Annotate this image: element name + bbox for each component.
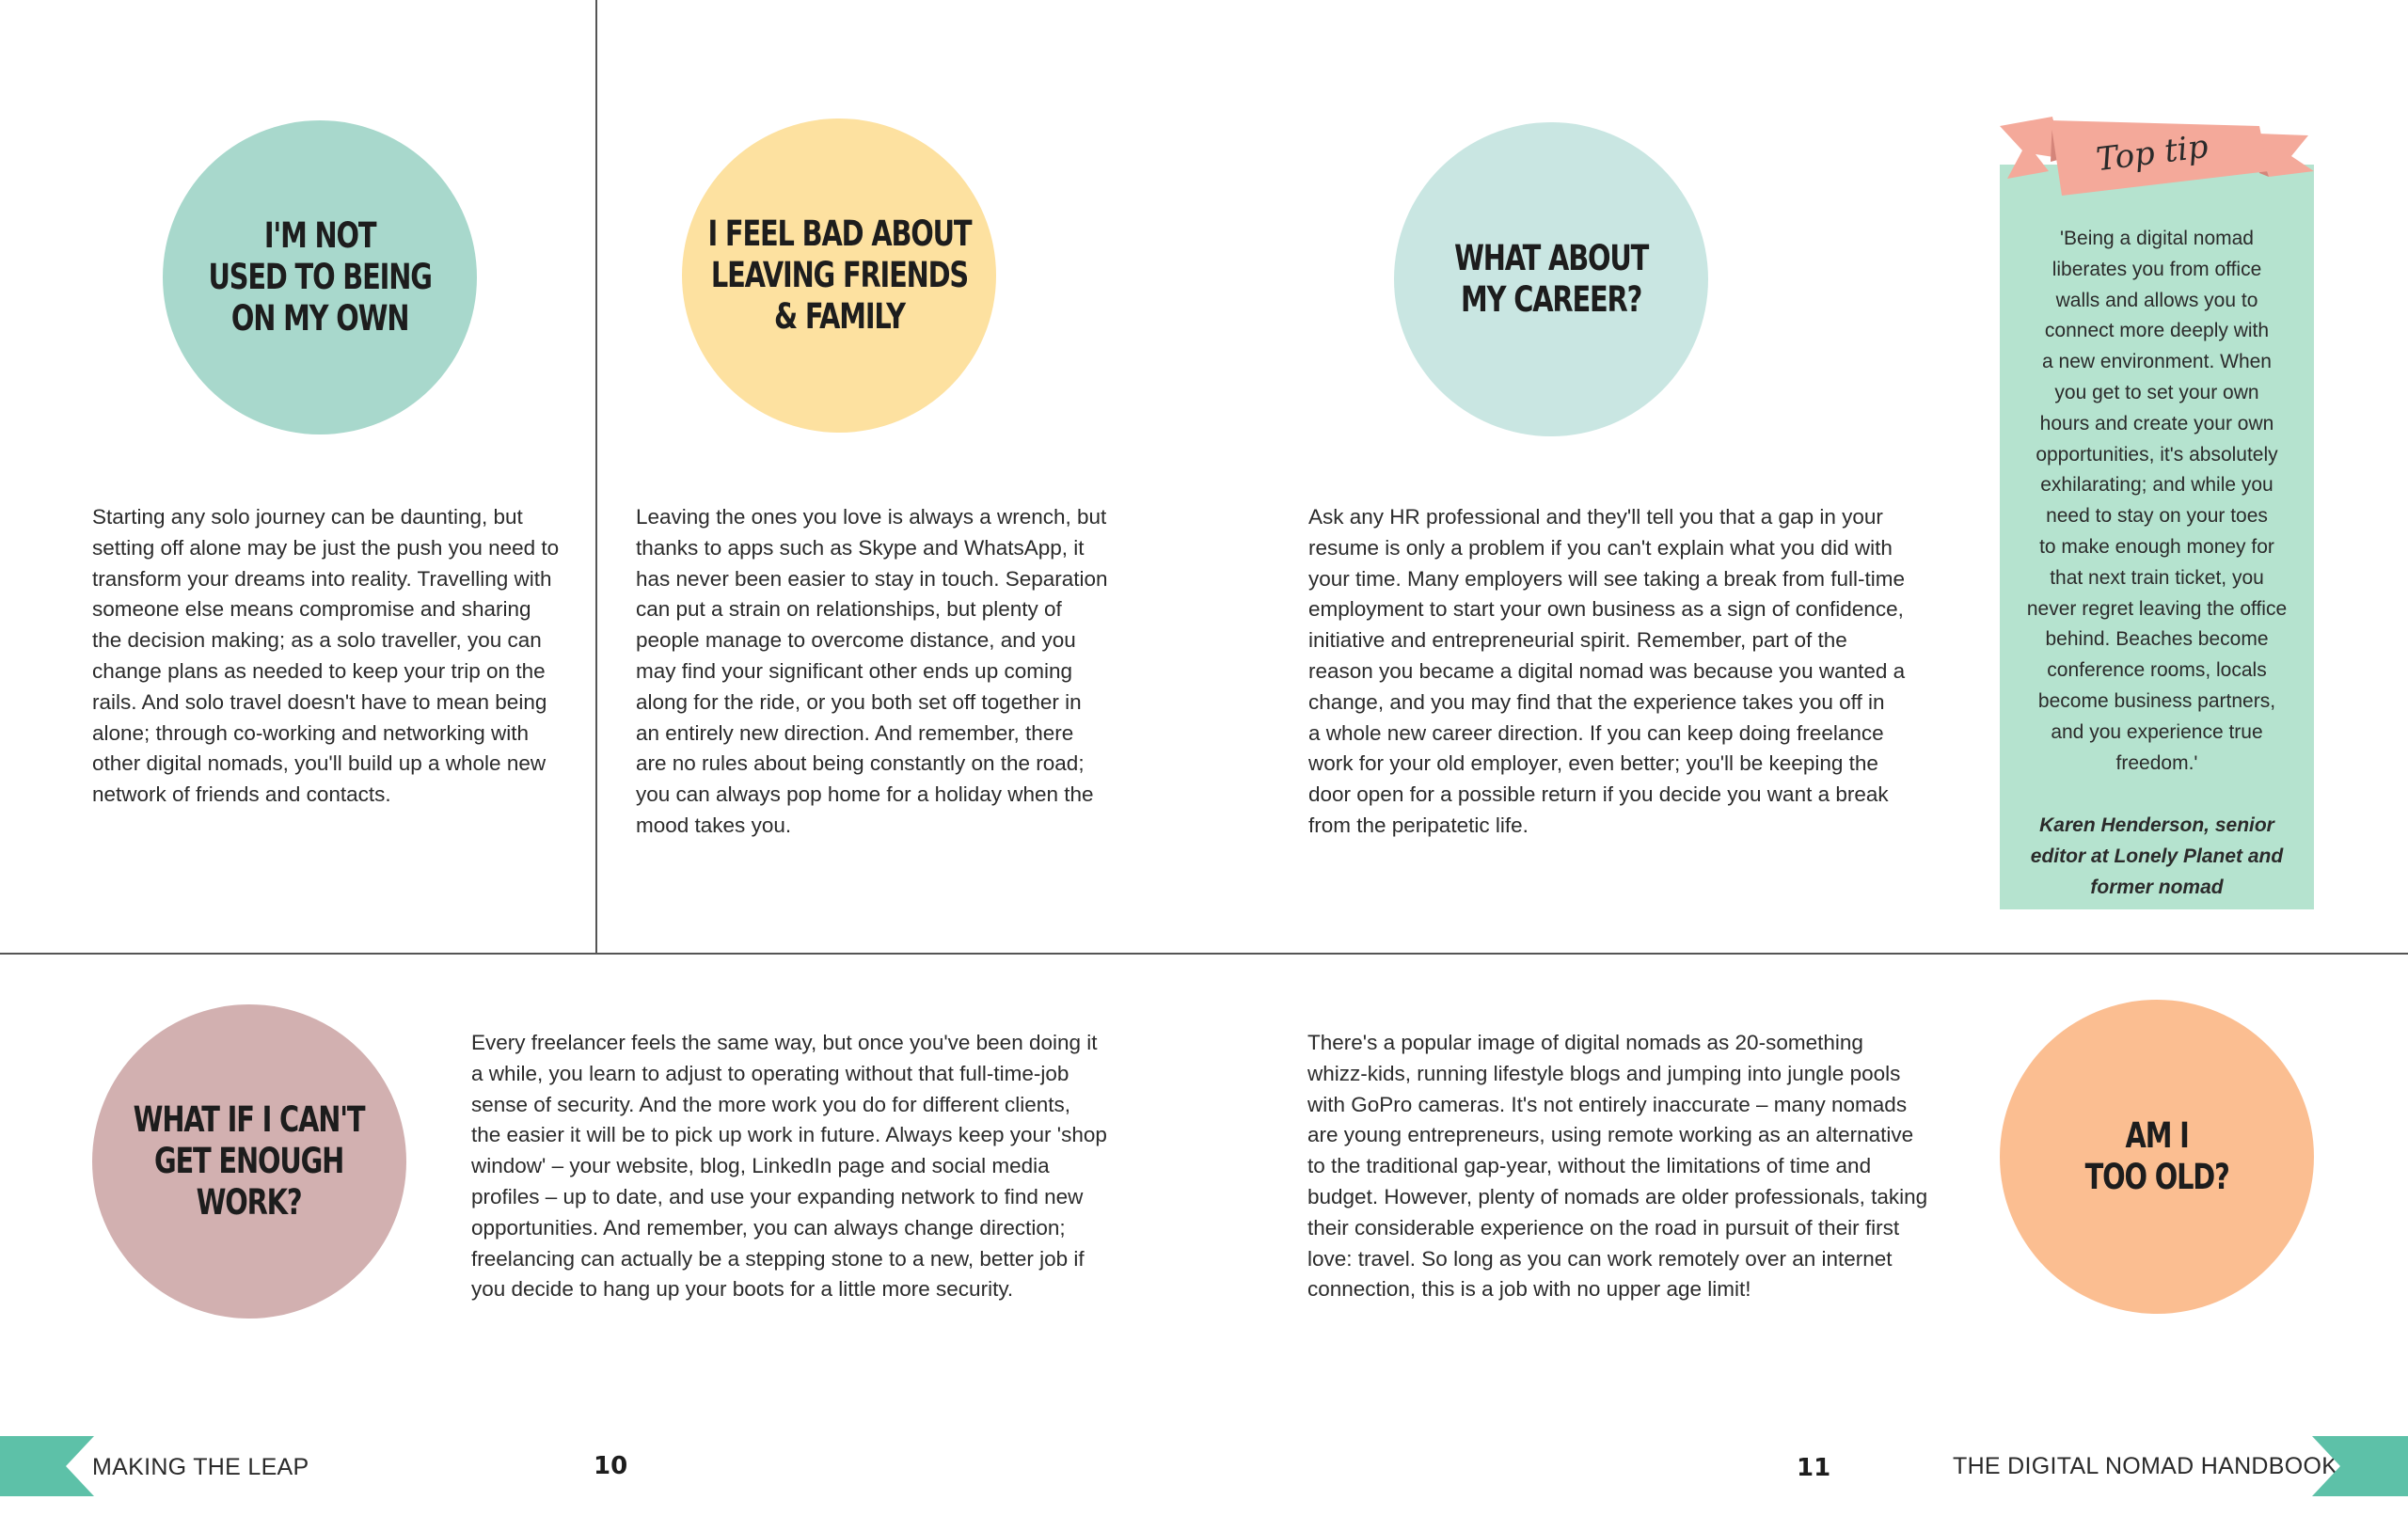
section-heading: I'M NOT USED TO BEING ON MY OWN xyxy=(208,215,432,339)
section-body-friends-family: Leaving the ones you love is always a wrench, but thanks to apps such as Skype and WhatsApp, it has never been easier to stay in touch. Separation can put a strain on relationships, but plenty of people manage to overcome distance, and you may find your significant other ends up coming along for the ride, or you both set off together in an entirely new direction. And remember, there are no rules about being constantly on the road; you can always pop home for a holiday when the mood takes you. xyxy=(636,505,1108,837)
circle-career xyxy=(1394,122,1708,436)
circle-not-used-to-being-alone xyxy=(163,120,477,434)
circle-too-old xyxy=(2000,1000,2314,1314)
top-tip-quote: 'Being a digital nomad liberates you from office walls and allows you to connect more deeply with a new environment. When you get to set your own hours and create your own opportunities, it's absolutely exhilarating; and while you need to stay on your toes to make enough money for that next train ticket, you never regret leaving the office behind. Beaches become conference rooms, locals become business partners, and you experience true freedom.' xyxy=(2026,228,2288,774)
section-body-too-old: There's a popular image of digital nomads as 20-something whizz-kids, running lifestyle blogs and jumping into jungle pools with GoPro cameras. It's not entirely inaccurate – many nomads are young entrepreneurs, using remote working as an alternative to the traditional gap-year, without the limitations of time and budget. However, plenty of nomads are older professionals, taking their considerable experience on the road in pursuit of their first love: travel. So long as you can work remotely over an internet connection, this is a job with no upper age limit! xyxy=(1307,1031,1928,1302)
circle-leaving-friends-family xyxy=(682,118,996,433)
horizontal-divider xyxy=(0,953,2408,955)
footer-left-arrow-icon xyxy=(0,1436,94,1496)
section-heading: AM I TOO OLD? xyxy=(2084,1115,2229,1197)
vertical-divider xyxy=(595,0,597,954)
section-heading: I FEEL BAD ABOUT LEAVING FRIENDS & FAMILY xyxy=(707,213,971,337)
page-number-right: 11 xyxy=(1797,1454,1831,1482)
footer-right-arrow-icon xyxy=(2312,1436,2408,1496)
section-heading: WHAT ABOUT MY CAREER? xyxy=(1453,238,1649,320)
section-body-alone: Starting any solo journey can be daunting, but setting off alone may be just the push you need to transform your dreams into reality. Travelling with someone else means compromise and sharing the decision making; as a solo traveller, you can change plans as needed to keep your trip on the rails. And solo travel doesn't have to mean being alone; through co-working and networking with other digital nomads, you'll build up a whole new network of friends and contacts. xyxy=(92,505,560,807)
top-tip-credit: Karen Henderson, senior editor at Lonely Planet and former nomad xyxy=(2030,814,2284,898)
footer-section-title: MAKING THE LEAP xyxy=(92,1454,309,1480)
circle-enough-work xyxy=(92,1004,406,1319)
section-body-enough-work: Every freelancer feels the same way, but once you've been doing it a while, you learn to adjust to operating without that full-time-job sense of security. And the more work you do for different clients, the easier it will be to pick up work in future. Always keep your 'shop window' – your website, blog, LinkedIn page and social media profiles – up to date, and use your expanding network to find new opportunities. And remember, you can always change direction; freelancing can actually be a stepping stone to a new, better job if you decide to hang up your boots for a little more security. xyxy=(471,1031,1107,1302)
section-heading: WHAT IF I CAN'T GET ENOUGH WORK? xyxy=(134,1099,365,1223)
top-tip-label: Top tip xyxy=(2094,127,2210,180)
footer-book-title: THE DIGITAL NOMAD HANDBOOK xyxy=(1953,1453,2338,1479)
page-number-left: 10 xyxy=(594,1452,628,1480)
top-tip-card-torn-edge xyxy=(2000,903,2314,916)
section-body-career: Ask any HR professional and they'll tell you that a gap in your resume is only a problem if you can't explain what you did with your time. Many employers will see taking a break from full-time employment to start your own business as a sign of confidence, initiative and entrepreneurial spirit. Remember, part of the reason you became a digital nomad was because you wanted a change, and you may find that the experience takes you off in a whole new career direction. If you can keep doing freelance work for your old employer, even better; you'll be keeping the door open for a possible return if you decide you want a break from the peripatetic life. xyxy=(1308,505,1906,837)
